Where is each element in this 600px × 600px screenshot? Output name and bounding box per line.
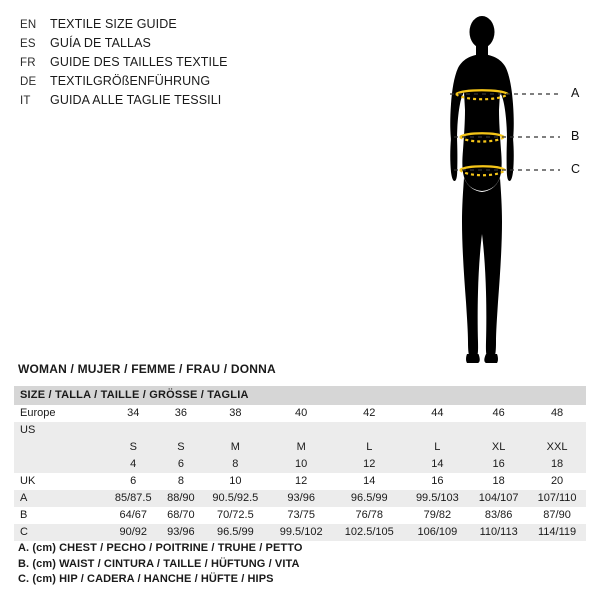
table-row (14, 405, 586, 422)
language-code: ES (20, 38, 36, 50)
cell (106, 422, 160, 439)
note-a: A. (cm) CHEST / PECHO / POITRINE / TRUHE / PETTO (18, 542, 303, 554)
note-c: C. (cm) HIP / CADERA / HANCHE / HÜFTE / HIPS (18, 573, 274, 585)
cell: 68/70 (160, 507, 201, 524)
language-label: GUIDA ALLE TAGLIE TESSILI (50, 93, 222, 107)
cell (333, 422, 406, 439)
language-row (20, 73, 300, 91)
cell: M (269, 439, 333, 456)
cell: 88/90 (160, 490, 201, 507)
cell: 10 (269, 456, 333, 473)
cell: S (106, 439, 160, 456)
language-code: DE (20, 76, 37, 88)
cell: 12 (333, 456, 406, 473)
cell: 6 (106, 473, 160, 490)
cell: 76/78 (333, 507, 406, 524)
female-silhouette-icon (420, 10, 595, 370)
cell: XL (469, 439, 528, 456)
cell: 93/96 (160, 524, 201, 541)
cell: 40 (269, 405, 333, 422)
cell: 12 (269, 473, 333, 490)
figure-label-c: C (571, 162, 581, 176)
cell: 96.5/99 (333, 490, 406, 507)
cell: 102.5/105 (333, 524, 406, 541)
cell (406, 422, 470, 439)
figure-label-b: B (571, 129, 580, 143)
cell: 93/96 (269, 490, 333, 507)
cell: 64/67 (106, 507, 160, 524)
cell: 36 (160, 405, 201, 422)
language-label: TEXTILGRÖßENFÜHRUNG (50, 74, 211, 88)
table-row (14, 456, 586, 473)
note-b: B. (cm) WAIST / CINTURA / TAILLE / HÜFTUNG / VITA (18, 557, 300, 570)
measurement-notes (18, 541, 578, 588)
cell: 90/92 (106, 524, 160, 541)
row-label: US (14, 422, 106, 439)
cell: 48 (528, 405, 586, 422)
language-row (20, 54, 300, 72)
row-label: Europe (14, 405, 106, 422)
cell: 96.5/99 (201, 524, 269, 541)
cell: XXL (528, 439, 586, 456)
cell: 79/82 (406, 507, 470, 524)
row-label: B (14, 507, 106, 524)
table-header-row (14, 386, 586, 405)
language-code: EN (20, 19, 37, 31)
cell: 20 (528, 473, 586, 490)
language-row (20, 16, 300, 34)
cell: 42 (333, 405, 406, 422)
cell: 114/119 (528, 524, 586, 541)
cell: 18 (528, 456, 586, 473)
cell: 38 (201, 405, 269, 422)
cell: 8 (201, 456, 269, 473)
cell: M (201, 439, 269, 456)
language-label: GUÍA DE TALLAS (50, 36, 151, 50)
cell: 46 (469, 405, 528, 422)
cell: 18 (469, 473, 528, 490)
cell (160, 422, 201, 439)
size-table (14, 386, 586, 541)
language-row (20, 92, 300, 110)
table-row (14, 524, 586, 541)
cell: 14 (333, 473, 406, 490)
cell (201, 422, 269, 439)
cell: S (160, 439, 201, 456)
cell: 16 (406, 473, 470, 490)
row-label (14, 439, 106, 456)
cell: 85/87.5 (106, 490, 160, 507)
figure-label-a: A (571, 86, 580, 100)
body-measurement-figure (420, 10, 595, 370)
table-row (14, 473, 586, 490)
cell: 4 (106, 456, 160, 473)
language-code: IT (20, 95, 31, 107)
language-label: TEXTILE SIZE GUIDE (50, 17, 177, 31)
language-row (20, 35, 300, 53)
cell: 73/75 (269, 507, 333, 524)
cell (528, 422, 586, 439)
language-code: FR (20, 57, 36, 69)
cell: 99.5/102 (269, 524, 333, 541)
cell: L (333, 439, 406, 456)
cell: 10 (201, 473, 269, 490)
cell: 107/110 (528, 490, 586, 507)
language-label: GUIDE DES TAILLES TEXTILE (50, 55, 228, 69)
cell: 110/113 (469, 524, 528, 541)
cell: 8 (160, 473, 201, 490)
row-label (14, 456, 106, 473)
cell: 106/109 (406, 524, 470, 541)
cell: 70/72.5 (201, 507, 269, 524)
table-row (14, 439, 586, 456)
cell: L (406, 439, 470, 456)
cell: 16 (469, 456, 528, 473)
table-row (14, 422, 586, 439)
cell: 34 (106, 405, 160, 422)
table-row (14, 490, 586, 507)
row-label: UK (14, 473, 106, 490)
row-label: C (14, 524, 106, 541)
cell: 87/90 (528, 507, 586, 524)
cell: 14 (406, 456, 470, 473)
table-header-label: SIZE / TALLA / TAILLE / GRÖSSE / TAGLIA (20, 389, 249, 401)
table-caption: WOMAN / MUJER / FEMME / FRAU / DONNA (18, 362, 276, 376)
cell: 44 (406, 405, 470, 422)
language-list (20, 16, 300, 111)
cell: 90.5/92.5 (201, 490, 269, 507)
cell: 99.5/103 (406, 490, 470, 507)
row-label: A (14, 490, 106, 507)
cell (469, 422, 528, 439)
cell: 104/107 (469, 490, 528, 507)
cell: 83/86 (469, 507, 528, 524)
cell (269, 422, 333, 439)
table-row (14, 507, 586, 524)
cell: 6 (160, 456, 201, 473)
